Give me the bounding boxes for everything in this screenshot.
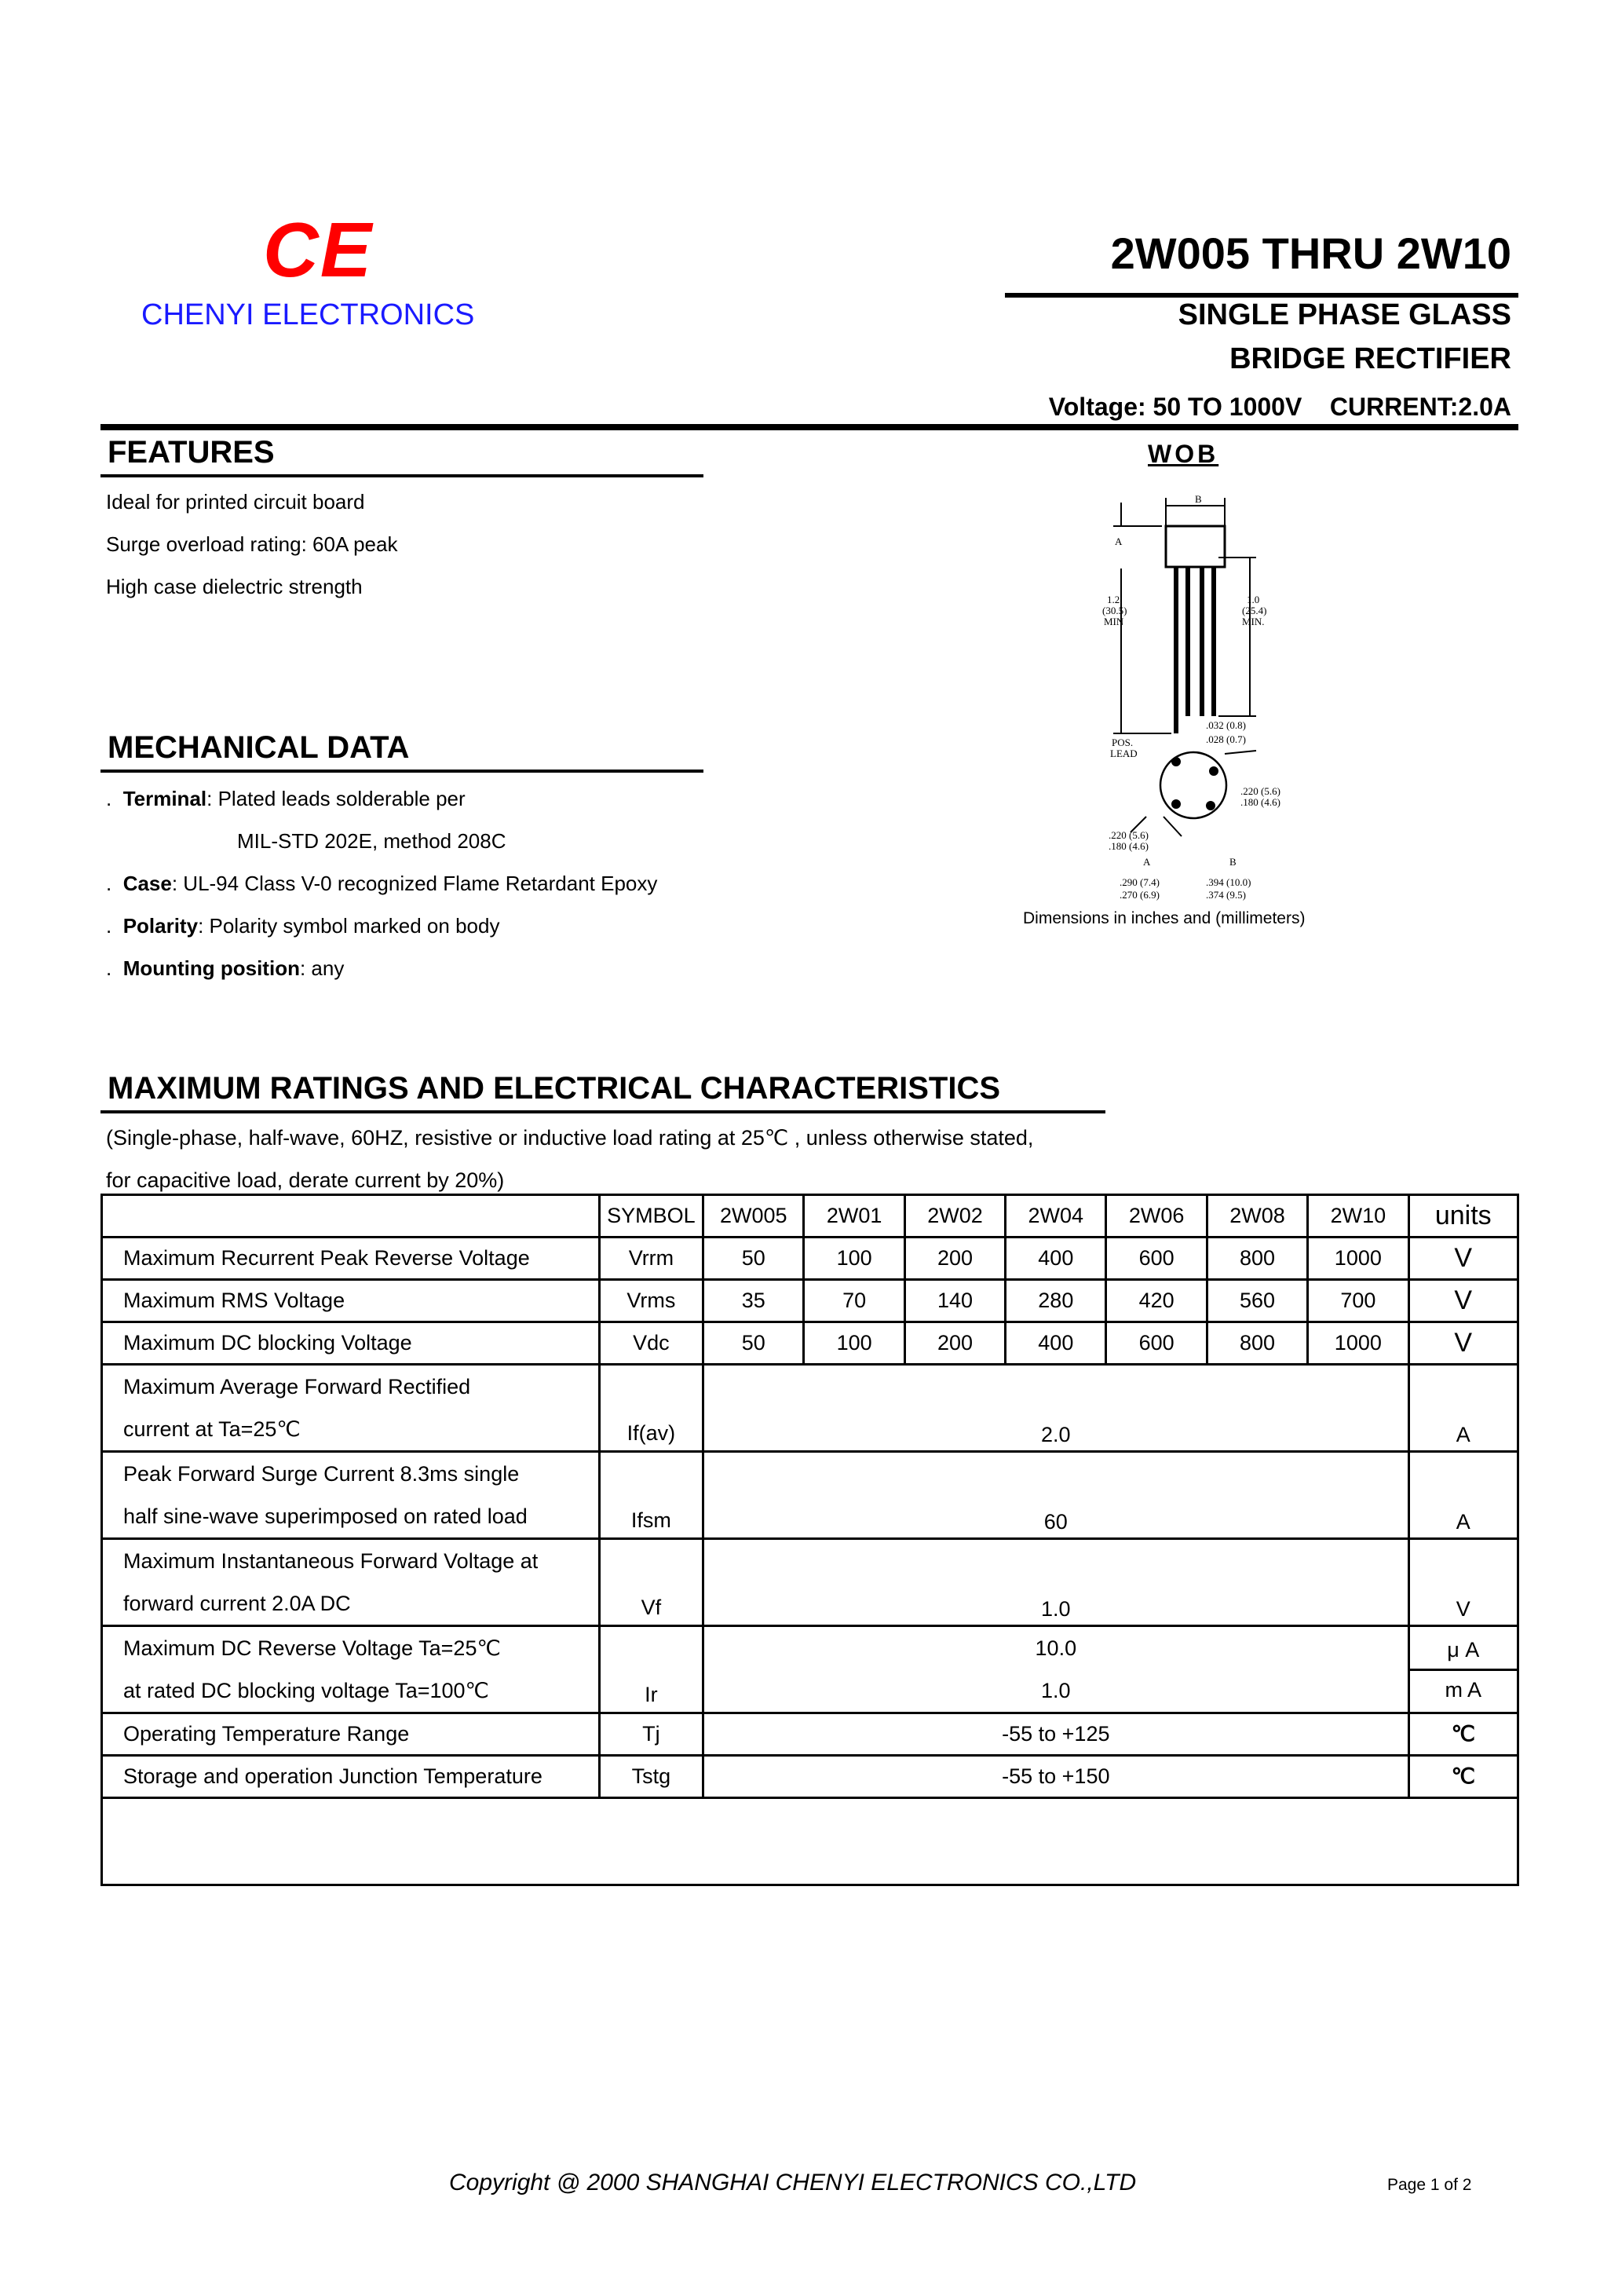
mechanical-item: MIL-STD 202E, method 208C [237, 829, 506, 853]
dim-label: A [1143, 856, 1151, 868]
table-row [102, 1626, 1518, 1713]
table-cell: Tstg [599, 1756, 703, 1798]
table-cell: 70 [804, 1280, 904, 1322]
column-header: 2W005 [703, 1195, 804, 1238]
table-cell: -55 to +125 [703, 1713, 1408, 1756]
table-cell: ℃ [1408, 1713, 1518, 1756]
column-header: 2W04 [1006, 1195, 1106, 1238]
table-cell: V [1408, 1539, 1518, 1626]
table-row [102, 1756, 1518, 1798]
table-row [102, 1322, 1518, 1365]
company-logo: CE [263, 207, 374, 293]
table-cell: 400 [1006, 1238, 1106, 1280]
column-header: units [1408, 1195, 1518, 1238]
table-cell: 420 [1106, 1280, 1207, 1322]
table-row [102, 1539, 1518, 1626]
table-cell [102, 1195, 600, 1238]
table-cell: Operating Temperature Range [102, 1713, 600, 1756]
feature-item: Ideal for printed circuit board [106, 490, 365, 514]
table-cell: 600 [1106, 1238, 1207, 1280]
table-cell: 800 [1207, 1238, 1307, 1280]
table-cell: Maximum RMS Voltage [102, 1280, 600, 1322]
table-cell: 400 [1006, 1322, 1106, 1365]
part-title: 2W005 THRU 2W10 [1110, 229, 1511, 278]
mechanical-rule [100, 770, 703, 773]
table-cell [102, 1798, 1518, 1885]
package-outline-diagram [1083, 487, 1374, 911]
table-row [102, 1238, 1518, 1280]
table-header-row [102, 1195, 1518, 1238]
table-cell: Vrrm [599, 1238, 703, 1280]
table-cell: 10.0 1.0 [703, 1626, 1408, 1713]
dim-label: .180 (4.6) [1109, 840, 1149, 852]
table-cell: Maximum DC blocking Voltage [102, 1322, 600, 1365]
ratings-note: for capacitive load, derate current by 20%) [106, 1168, 505, 1192]
features-heading: FEATURES [108, 435, 275, 470]
subtitle-line2: BRIDGE RECTIFIER [1229, 342, 1511, 375]
mechanical-item: . Case: UL-94 Class V-0 recognized Flame Retardant Epoxy [106, 872, 658, 895]
table-cell: Ifsm [599, 1452, 703, 1539]
table-cell: V [1408, 1322, 1518, 1365]
table-cell: 800 [1207, 1322, 1307, 1365]
mechanical-item: . Mounting position: any [106, 956, 345, 980]
ratings-note: (Single-phase, half-wave, 60HZ, resistive or inductive load rating at 25℃ , unless otherwise stated, [106, 1126, 1034, 1150]
table-cell: -55 to +150 [703, 1756, 1408, 1798]
feature-item: High case dielectric strength [106, 575, 363, 598]
table-cell: V [1408, 1280, 1518, 1322]
table-row [102, 1365, 1518, 1452]
table-cell: Vf [599, 1539, 703, 1626]
table-cell: Tj [599, 1713, 703, 1756]
dim-label: .394 (10.0) [1206, 876, 1251, 888]
table-cell: 1000 [1308, 1322, 1408, 1365]
column-header: 2W02 [904, 1195, 1005, 1238]
table-cell: Maximum Instantaneous Forward Voltage at forward current 2.0A DC [102, 1539, 600, 1626]
dim-label: POS. [1112, 737, 1134, 748]
ratings-heading: MAXIMUM RATINGS AND ELECTRICAL CHARACTERISTICS [108, 1071, 1001, 1106]
table-cell: 200 [904, 1322, 1005, 1365]
table-cell: 100 [804, 1238, 904, 1280]
column-header: SYMBOL [599, 1195, 703, 1238]
table-cell: Maximum Recurrent Peak Reverse Voltage [102, 1238, 600, 1280]
mechanical-item: . Terminal: Plated leads solderable per [106, 787, 466, 810]
dim-label: (30.5) [1102, 605, 1127, 616]
table-cell: Ir [599, 1626, 703, 1713]
dim-label: (25.4) [1242, 605, 1267, 616]
table-cell: Storage and operation Junction Temperature [102, 1756, 600, 1798]
dim-label: .180 (4.6) [1240, 796, 1280, 808]
table-cell: A [1408, 1365, 1518, 1452]
dim-label: MIN. [1242, 616, 1265, 627]
table-cell: 280 [1006, 1280, 1106, 1322]
copyright: Copyright @ 2000 SHANGHAI CHENYI ELECTRONICS CO.,LTD [449, 2170, 1137, 2195]
table-cell: 50 [703, 1322, 804, 1365]
table-empty-row [102, 1798, 1518, 1885]
table-cell: 60 [703, 1452, 1408, 1539]
table-cell: Vrms [599, 1280, 703, 1322]
rating-line: Voltage: 50 TO 1000V CURRENT:2.0A [1048, 393, 1511, 421]
column-header: 2W06 [1106, 1195, 1207, 1238]
table-cell: 600 [1106, 1322, 1207, 1365]
package-name: WOB [1148, 440, 1219, 468]
dim-label: .290 (7.4) [1120, 876, 1160, 888]
table-cell: 35 [703, 1280, 804, 1322]
dim-label: .220 (5.6) [1109, 829, 1149, 841]
table-cell: 2.0 [703, 1365, 1408, 1452]
table-cell: If(av) [599, 1365, 703, 1452]
dim-label: 1.0 [1247, 594, 1260, 605]
dim-label: MIN [1104, 616, 1124, 627]
dim-label: B [1229, 856, 1237, 868]
table-cell: 50 [703, 1238, 804, 1280]
table-row [102, 1280, 1518, 1322]
table-cell: 200 [904, 1238, 1005, 1280]
table-cell: Maximum Average Forward Rectified current at Ta=25℃ [102, 1365, 600, 1452]
table-cell: 1.0 [703, 1539, 1408, 1626]
ratings-rule [100, 1110, 1105, 1113]
dim-label: 1.2 [1107, 594, 1120, 605]
mechanical-item: . Polarity: Polarity symbol marked on body [106, 914, 500, 938]
header-rule [100, 424, 1518, 430]
table-cell: 700 [1308, 1280, 1408, 1322]
ratings-table [100, 1194, 1519, 1886]
title-rule [1005, 293, 1518, 298]
mechanical-heading: MECHANICAL DATA [108, 730, 410, 765]
dimension-caption: Dimensions in inches and (millimeters) [1023, 909, 1306, 927]
dim-label: LEAD [1110, 748, 1138, 759]
dim-label: A [1115, 536, 1123, 547]
company-name: CHENYI ELECTRONICS [141, 298, 475, 331]
table-cell: V [1408, 1238, 1518, 1280]
table-cell: μ A m A [1408, 1626, 1518, 1713]
dim-label: B [1195, 493, 1202, 505]
dim-label: .220 (5.6) [1240, 785, 1280, 797]
table-cell: Peak Forward Surge Current 8.3ms single half sine-wave superimposed on rated load [102, 1452, 600, 1539]
table-cell: 140 [904, 1280, 1005, 1322]
dim-label: .374 (9.5) [1206, 889, 1246, 901]
table-cell: 560 [1207, 1280, 1307, 1322]
page-number: Page 1 of 2 [1387, 2176, 1472, 2194]
table-row [102, 1713, 1518, 1756]
column-header: 2W08 [1207, 1195, 1307, 1238]
table-cell: ℃ [1408, 1756, 1518, 1798]
dim-label: .032 (0.8) [1206, 719, 1246, 731]
table-cell: A [1408, 1452, 1518, 1539]
table-cell: 100 [804, 1322, 904, 1365]
table-cell: 1000 [1308, 1238, 1408, 1280]
subtitle-line1: SINGLE PHASE GLASS [1178, 298, 1511, 331]
features-rule [100, 474, 703, 477]
table-row [102, 1452, 1518, 1539]
dim-label: .028 (0.7) [1206, 733, 1246, 745]
column-header: 2W01 [804, 1195, 904, 1238]
dim-label: .270 (6.9) [1120, 889, 1160, 901]
feature-item: Surge overload rating: 60A peak [106, 532, 398, 556]
table-cell: Maximum DC Reverse Voltage Ta=25℃ at rated DC blocking voltage Ta=100℃ [102, 1626, 600, 1713]
table-cell: Vdc [599, 1322, 703, 1365]
column-header: 2W10 [1308, 1195, 1408, 1238]
